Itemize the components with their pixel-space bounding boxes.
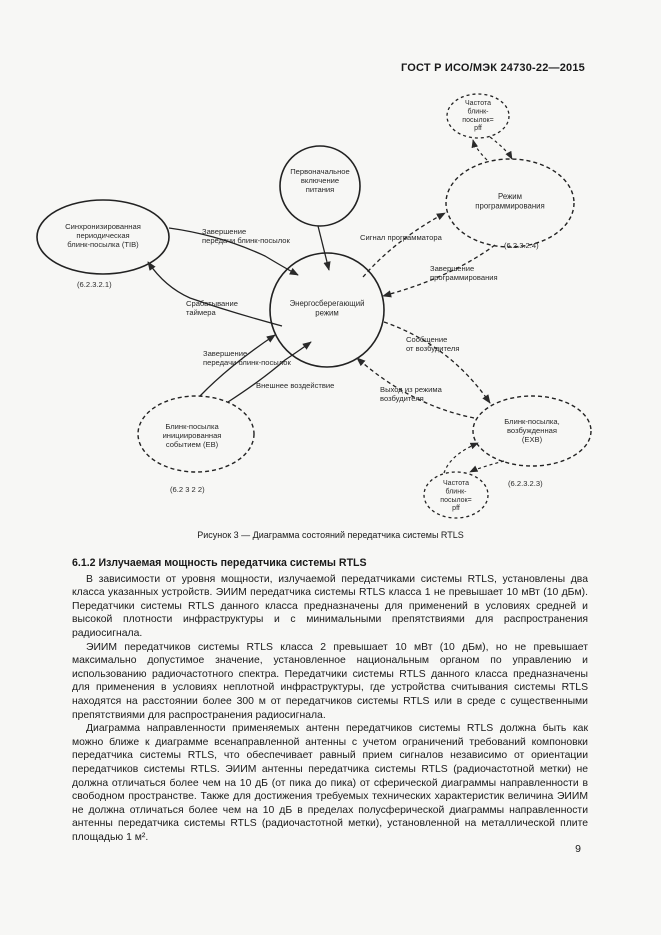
node-excited-blink-text-line: (EXB) (521, 435, 543, 445)
node-freq-bottom-text (440, 480, 471, 512)
node-energy-saving (270, 253, 384, 367)
section-heading: 6.1.2 Излучаемая мощность передатчика системы RTLS (72, 557, 367, 569)
node-programming-text-line: программирования (475, 201, 545, 211)
document-header: ГОСТ Р ИСО/МЭК 24730-22—2015 (401, 62, 585, 74)
section-6-1-2 (72, 557, 588, 844)
node-programming (446, 159, 574, 247)
label-end-blink-top-line: передачи блинк-посылок (202, 236, 290, 246)
node-freq-top-text-line: блинк- (467, 108, 489, 116)
node-freq-top-text-line: Частота (465, 100, 491, 107)
node-excited-blink (473, 396, 591, 466)
node-excited-blink-text (504, 417, 559, 444)
node-freq-bottom-text-line: Частота (443, 480, 469, 487)
node-energy-saving-text-line: Энергосберегающий (289, 299, 365, 308)
arrow-power-to-energy (318, 226, 329, 270)
paragraph-3: Диаграмма направленности применяемых антенн передатчиков системы RTLS должна быть как можно ближе к диаграмме всенаправленной антенны с учетом ограничений требований компоновки передатчика системы RTLS, что обеспечивает равный прием сигналов независимо от ориентации передатчиков системы RTLS. ЭИИМ антенны передатчика системы RTLS (радиочастотной метки) не должна отличаться более чем на 10 дБ (от пика до пика) от сферической диаграммы направленности в свободном пространстве. Также для достижения требуемых технических характеристик величина ЭИИМ не должна отличаться более чем на 10 дБ в пределах полусферической диаграммы направленности антенны передатчика системы RTLS (радиочастотной метки), установленной на металлической плите площадью 1 м². (72, 723, 588, 843)
node-freq-bottom-text-line: pff (452, 505, 460, 513)
node-freq-bottom-text-line: блинк- (445, 488, 467, 496)
node-power-on-text-line: Первоначальное (290, 167, 350, 176)
label-end-programming-line: Завершение (430, 264, 475, 273)
node-sync-blink-text (65, 222, 141, 249)
node-power-on-text-line: включение (300, 176, 340, 186)
label-end-blink-top (202, 227, 290, 245)
figure-caption: Рисунок 3 — Диаграмма состояний передатчика системы RTLS (197, 530, 464, 540)
node-freq-bottom (424, 472, 488, 518)
label-timer-line: таймера (186, 308, 216, 318)
node-sync-blink-text-line: Синхронизированная (65, 222, 141, 231)
arrow-prog-freq-a (473, 140, 487, 160)
label-external: Внешнее воздействие (256, 381, 335, 390)
label-signal-programmer: Сигнал программатора (360, 233, 442, 242)
node-energy-saving-text-line: режим (315, 308, 339, 318)
label-timer (186, 299, 238, 317)
node-event-blink (138, 396, 254, 472)
label-exciter-message-line: Сообщение (406, 335, 448, 344)
label-end-programming (430, 264, 498, 282)
node-power-on (280, 146, 360, 226)
node-power-on-text-line: питания (305, 185, 335, 195)
node-freq-top-text-line: pff (474, 125, 482, 133)
label-end-blink-top-line: Завершение (202, 227, 247, 236)
label-exciter-message-line: от возбудителя (406, 344, 460, 354)
paragraph-2: ЭИИМ передатчиков системы RTLS класса 2 превышает 10 мВт (10 дБм), но не превышает максимально допустимое значение, установленное национальным органом по управлению и использованию радиочастотного спектра. Передатчики системы RTLS данного класса предназначены для применения в условиях неплотной инфраструктуры, где устройства считывания системы RTLS находятся на расстоянии более 300 м от передатчиков системы RTLS или в среде с существенными препятствиями для распространения радиосигнала. (72, 641, 588, 721)
label-end-blink-bottom (203, 349, 291, 367)
node-freq-top-text-line: посылок= (462, 116, 494, 124)
node-programming-text (475, 192, 544, 210)
node-event-blink-text-line: событием (EB) (165, 440, 219, 450)
node-programming-ref: (6.2.3.2.4) (504, 241, 539, 250)
node-programming-text-line: Режим (497, 192, 523, 201)
label-timer-line: Срабатывание (186, 299, 238, 308)
node-excited-ref: (6.2.3.2.3) (508, 479, 543, 488)
label-end-blink-bottom-line: передачи блинк-посылок (203, 358, 291, 368)
paragraph-1: В зависимости от уровня мощности, излучаемой передатчиками системы RTLS, установлены два класса указанных устройств. ЭИИМ передатчика системы RTLS класса 1 не превышает 10 мВт (10 дБм). Передатчики системы RTLS данного класса предназначены для применений в условиях средней и высокой плотности инфраструктуры и с минимальными препятствиями для распространения радиосигнала. (72, 573, 588, 639)
node-event-blink-text (163, 422, 222, 449)
node-freq-bottom-text-line: посылок= (440, 496, 472, 504)
label-end-programming-line: программирования (430, 273, 498, 283)
arrow-excited-freq-b (444, 443, 478, 473)
node-excited-blink-text-line: Блинк-посылка, (504, 417, 560, 426)
label-exit-exciter-line: возбудителя (380, 394, 424, 404)
node-energy-saving-text (290, 299, 365, 317)
label-end-blink-bottom-line: Завершение (203, 349, 248, 358)
node-event-ref: (6.2 3 2 2) (170, 485, 205, 494)
node-power-on-text (290, 167, 350, 194)
node-excited-blink-text-line: возбужденная (506, 426, 558, 436)
page-number: 9 (575, 843, 581, 855)
node-freq-top (447, 94, 509, 138)
arrow-prog-freq-b (490, 137, 512, 159)
label-exciter-message (406, 335, 459, 353)
node-event-blink-text-line: инициированная (162, 431, 222, 441)
label-exit-exciter (380, 385, 443, 403)
node-event-blink-text-line: Блинк-посылка (165, 422, 219, 431)
arrow-excited-freq-a (470, 461, 504, 472)
node-sync-blink-text-line: периодическая (76, 231, 130, 241)
node-sync-blink-text-line: блинк-посылка (TIB) (67, 240, 139, 250)
node-sync-ref: (6.2.3.2.1) (77, 280, 112, 289)
node-freq-top-text (462, 100, 493, 132)
label-exit-exciter-line: Выход из режима (380, 385, 442, 394)
